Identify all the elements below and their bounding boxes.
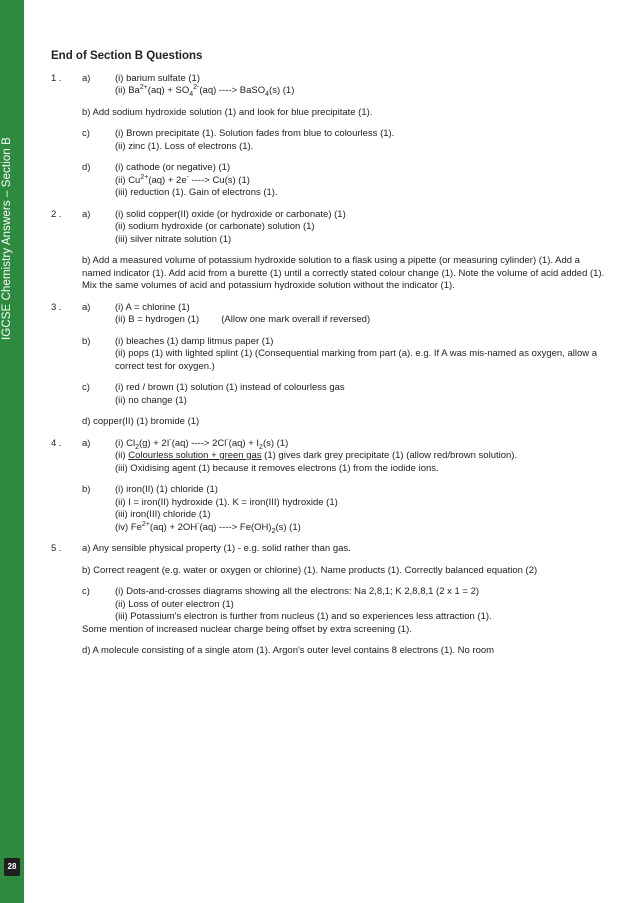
q1-d-equation: (ii) $Cu^{2+}(aq) + 2e^-$ ----> Cu(s) (1) <box>115 173 250 186</box>
question-5 <box>51 543 611 658</box>
q5-part-a: a) Any sensible physical property (1) - e.g. solid rather than gas. <box>82 543 351 554</box>
q4-part-b: b) (i) iron(II) (1) chloride (1) (ii) I = iron(II) hydroxide (1). K = iron(III) hydroxide (1) (iii) iron(III) chloride (1) (iv) $Fe^{2+}(aq) + 2OH^-(aq)$ ----> $Fe(OH)_2(s)$ (1) <box>82 484 611 534</box>
q1-equation: (ii) $Ba^{2+}(aq) + SO_4^{2-}(aq)$ ----> BaSO$_4$(s) (1) <box>115 83 295 98</box>
q3-part-d: d) copper(II) (1) bromide (1) <box>82 416 200 427</box>
section-label: IGCSE Chemistry Answers – Section B <box>1 137 13 340</box>
q3-part-a: a) (i) A = chlorine (1) (ii) B = hydrogen (1) (Allow one mark overall if reversed) <box>82 301 371 325</box>
q1-part-c: c) (i) Brown precipitate (1). Solution fades from blue to colourless (1). (ii) zinc (1). Loss of electrons (1). <box>82 128 395 152</box>
question-1 <box>51 73 611 200</box>
q1-part-b: b) Add sodium hydroxide solution (1) and look for blue precipitate (1). <box>82 106 373 118</box>
question-number: 2 . <box>51 208 62 220</box>
question-4 <box>51 438 611 535</box>
q1-part-d: d) (i) cathode (or negative) (1) (ii) $Cu^{2+}(aq) + 2e^-$ ----> Cu(s) (1) (iii) reduction (1). Gain of electrons (1). <box>82 162 611 200</box>
q1-part-a: a) (i) barium sulfate (1) (ii) $Ba^{2+}(aq) + SO_4^{2-}(aq)$ ----> BaSO$_4$(s) (1) <box>82 73 611 98</box>
question-number: 5 . <box>51 543 62 554</box>
page-title: End of Section B Questions <box>51 50 203 62</box>
q2-part-a: a) (i) solid copper(II) oxide (or hydroxide or carbonate) (1) (ii) sodium hydroxide (or carbonate) solution (1) (iii) silver nitrate solution (1) <box>82 208 346 245</box>
question-number: 3 . <box>51 301 62 313</box>
q4-part-a: a) (i) $Cl_2(g) + 2I^-(aq)$ ----> $2Cl^-(aq) + I_2(s)$ (1) (ii) Colourless solution + green gas (1) gives dark grey precipitate (1) (allow red/brown solution). (iii) Oxidising agent (1) because it removes electrons (1) from the iodide ions. <box>82 438 611 476</box>
question-number: 1 . <box>51 72 62 84</box>
q3-part-b: b) (i) bleaches (1) damp litmus paper (1) (ii) pops (1) with lighted splint (1) (Consequential marking from part (a). e.g. If A was mis-named as oxygen, allow a correct test for oxygen.) <box>82 335 598 372</box>
q5-part-c: c) (i) Dots-and-crosses diagrams showing all the electrons: Na 2,8,1; K 2,8,8,1 (2 x 1 = 2) (ii) Loss of outer electron (1) (iii) Potassium's electron is further from nucleus (1) and so experiences less attraction (1). Some mention of increased nuclear charge being offset by extra screening (1). <box>82 586 492 635</box>
question-2 <box>51 209 611 293</box>
q4-equation: (i) $Cl_2(g) + 2I^-(aq)$ ----> $2Cl^-(aq) + I_2(s)$ (1) <box>115 436 289 451</box>
question-3 <box>51 302 611 429</box>
answers-content <box>51 50 611 667</box>
page-number: 28 <box>4 858 20 876</box>
q3-part-c: c) (i) red / brown (1) solution (1) instead of colourless gas (ii) no change (1) <box>82 382 345 406</box>
question-number: 4 . <box>51 437 62 449</box>
q2-part-b: b) Add a measured volume of potassium hydroxide solution to a flask using a pipette (or measuring cylinder) (1). Add a named indicator (1). Add acid from a burette (1) until a correctly stated colour change (1). Note the volume of acid added (1). Mix the same volumes of acid and potassium hydroxide solution without the indicator (1). <box>82 255 605 291</box>
q4-b-equation: (iv) $Fe^{2+}(aq) + 2OH^-(aq)$ ----> $Fe(OH)_2(s)$ (1) <box>115 520 301 535</box>
side-strip <box>0 0 24 903</box>
q5-part-b: b) Correct reagent (e.g. water or oxygen or chlorine) (1). Name products (1). Correctly balanced equation (2) <box>82 564 538 576</box>
q5-part-d: d) A molecule consisting of a single atom (1). Argon's outer level contains 8 electrons (1). No room <box>82 645 495 656</box>
